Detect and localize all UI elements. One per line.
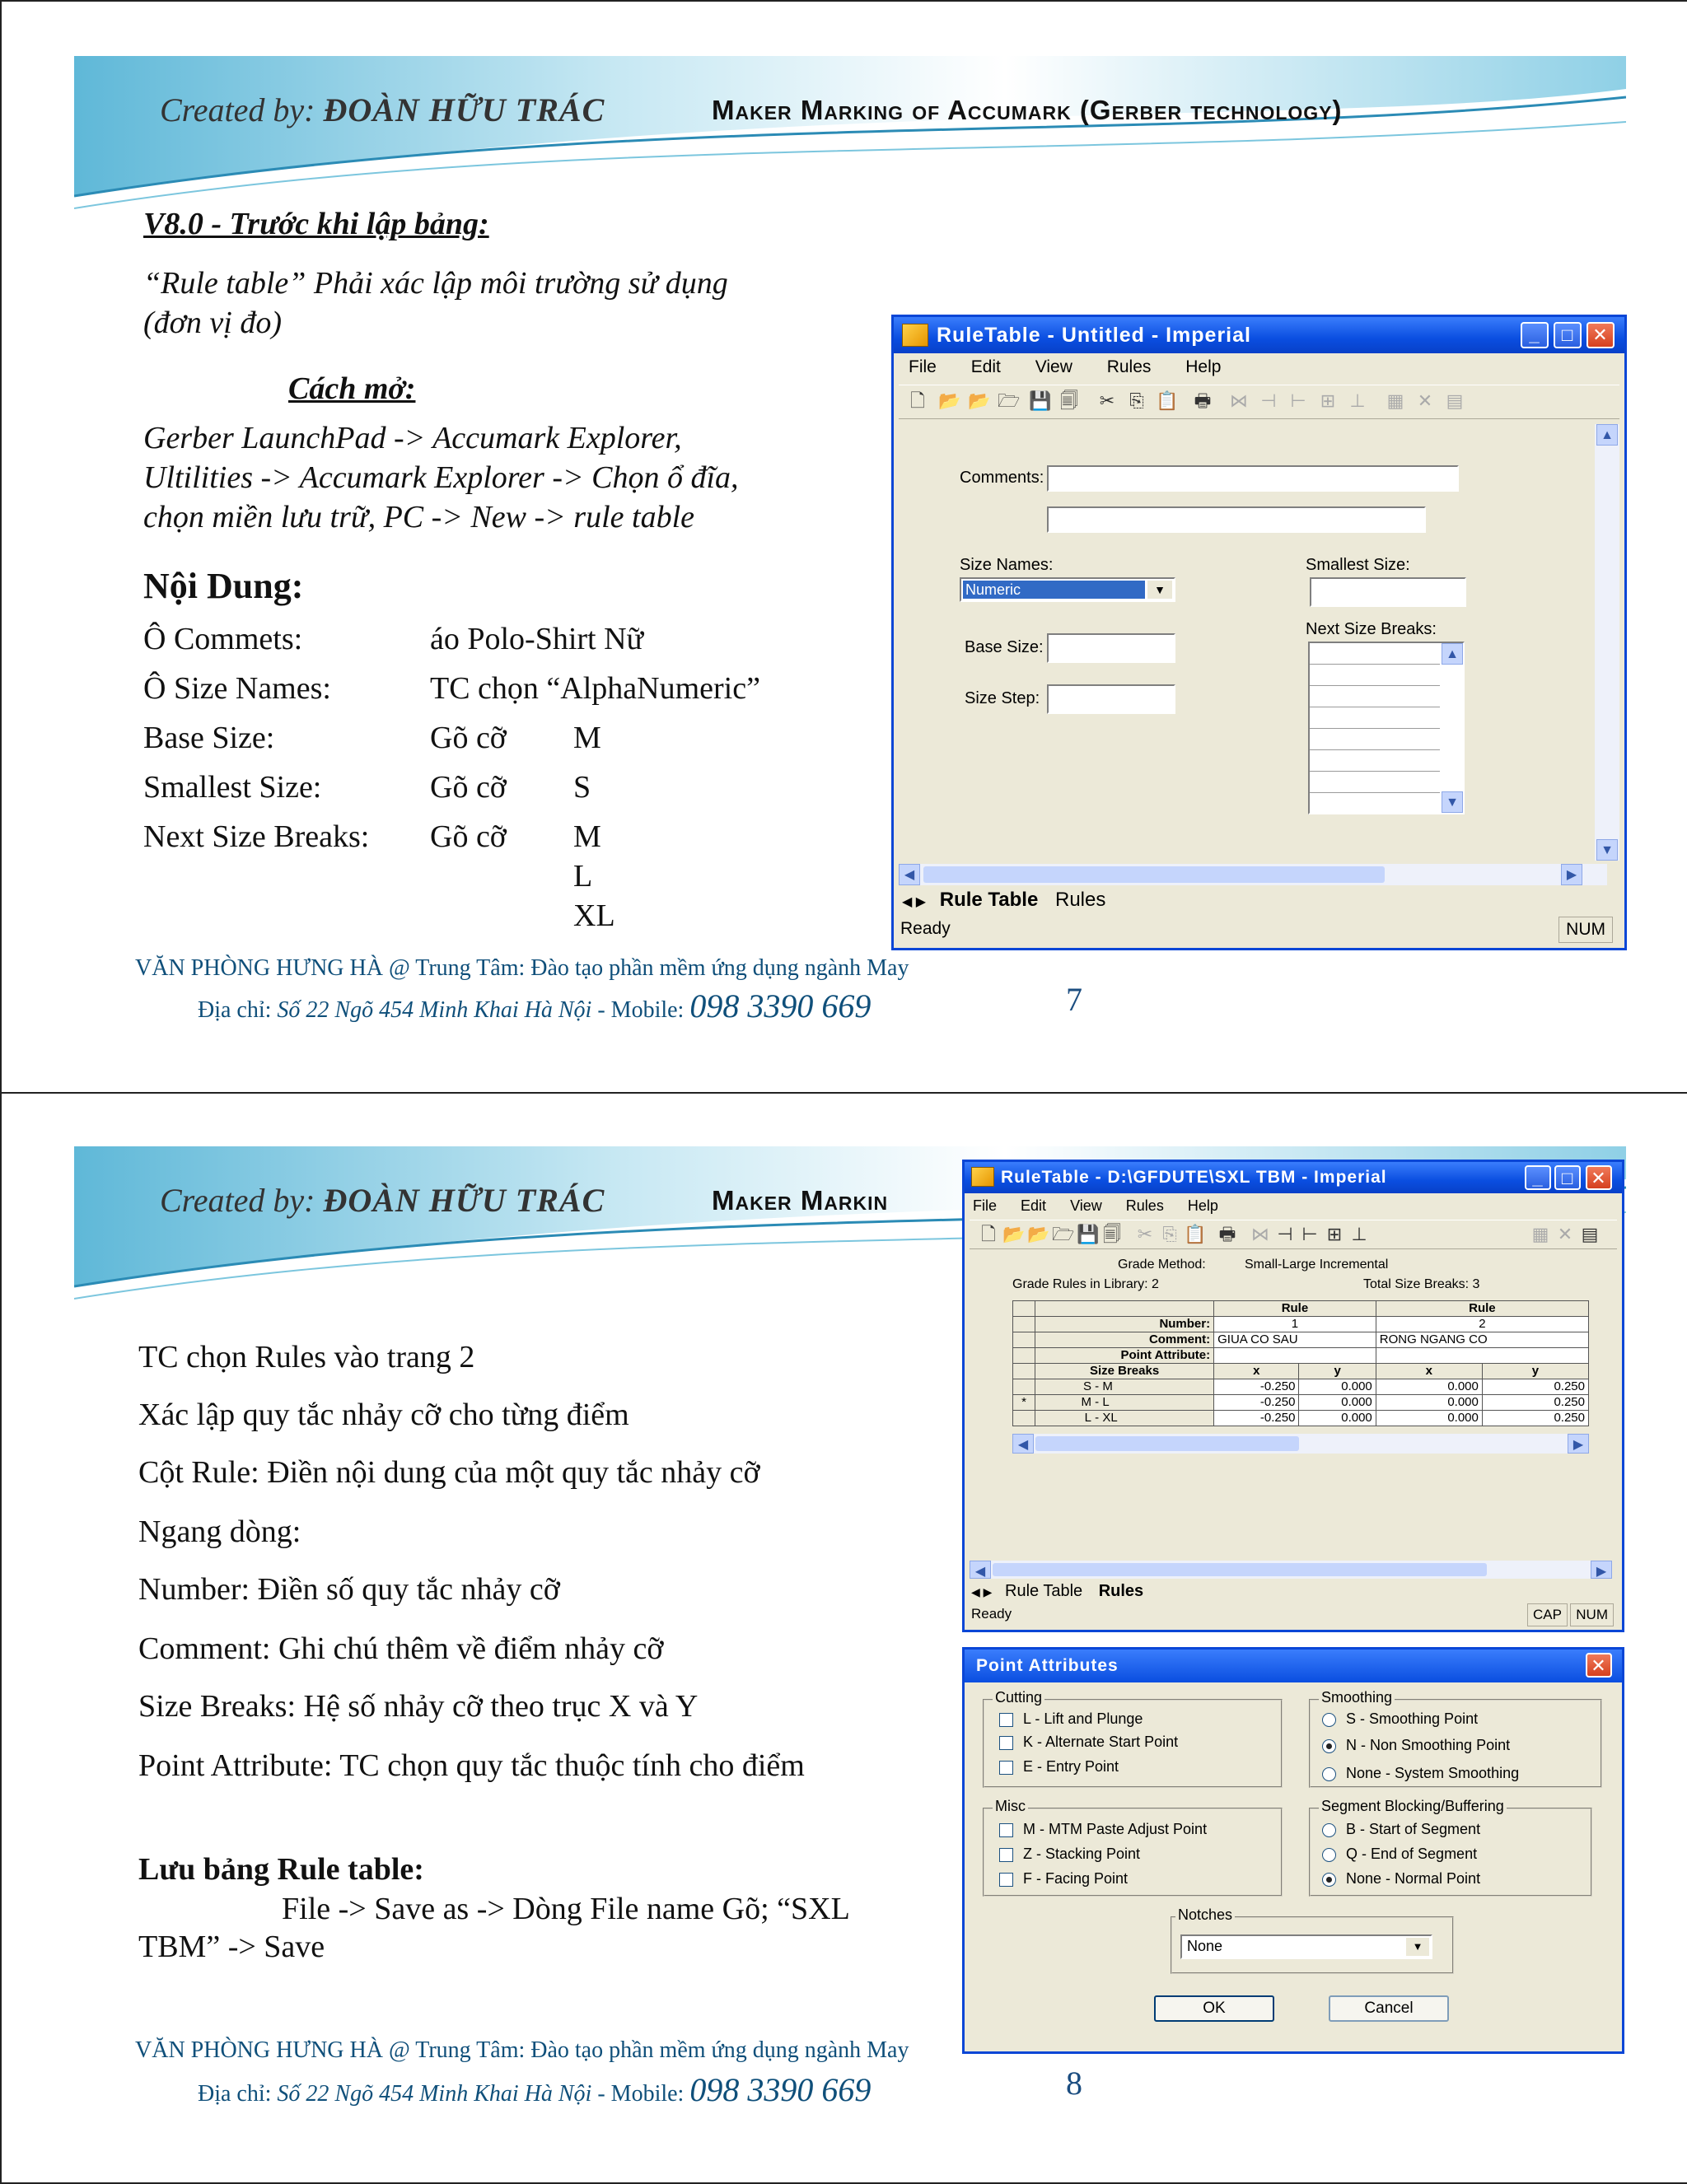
paste-icon[interactable]: 📋 [1156, 390, 1179, 411]
segment-label: Segment Blocking/Buffering [1319, 1798, 1507, 1815]
option-label: Q - End of Segment [1346, 1846, 1478, 1862]
append-icon[interactable]: ⊞ [1326, 1224, 1343, 1244]
menu-help[interactable]: Help [1187, 1197, 1218, 1214]
checkbox-icon[interactable] [999, 1848, 1013, 1862]
cutting-option[interactable] [999, 1758, 1119, 1776]
new-icon[interactable]: 🗋 [981, 1224, 996, 1244]
notches-select[interactable] [1180, 1934, 1432, 1959]
size-names-value: Numeric [963, 581, 1145, 599]
status-bar [965, 1603, 1622, 1625]
chevron-down-icon[interactable]: ▼ [1406, 1938, 1429, 1956]
footer-address [198, 2070, 871, 2109]
cap-indicator: CAP [1527, 1603, 1568, 1626]
table-icon[interactable]: ▤ [1581, 1224, 1599, 1244]
ok-button[interactable]: OK [1154, 1995, 1274, 2022]
row-label: Next Size Breaks: [143, 819, 370, 854]
table-icon[interactable]: ▤ [1446, 390, 1464, 411]
ruletable-window [891, 315, 1627, 950]
misc-option[interactable] [999, 1870, 1128, 1888]
open-line-1: Gerber LaunchPad -> Accumark Explorer, [143, 421, 682, 455]
next-size-breaks-label: Next Size Breaks: [1306, 620, 1437, 638]
table-row[interactable] [1013, 1395, 1589, 1411]
rule-2-comment[interactable]: RONG NGANG CO [1376, 1332, 1588, 1348]
scroll-right-icon[interactable]: ▶ [1561, 864, 1582, 885]
footer-address [198, 987, 871, 1025]
print-icon[interactable]: 🖶 [1194, 390, 1212, 411]
row-marker [1013, 1379, 1035, 1395]
row-marker [1013, 1411, 1035, 1426]
option-label: Z - Stacking Point [1023, 1846, 1141, 1862]
row-size: M [573, 721, 601, 755]
next-size-breaks-list[interactable] [1308, 642, 1465, 814]
segment-option[interactable] [1322, 1821, 1480, 1838]
comments-field-1[interactable] [1047, 465, 1459, 492]
mobile-label: - Mobile: [591, 2081, 690, 2107]
cutting-label: Cutting [993, 1689, 1044, 1706]
footer-office: VĂN PHÒNG HƯNG HÀ @ Trung Tâm: Đào tạo phần mềm ứng dụng ngành May [135, 955, 909, 981]
browse-icon[interactable]: 🗁 [998, 390, 1021, 411]
menu-view[interactable]: View [1070, 1197, 1102, 1214]
phone-number: 098 3390 669 [689, 987, 872, 1024]
break-to: L [1102, 1395, 1110, 1409]
author-name: ĐOÀN HỮU TRÁC [323, 91, 605, 128]
created-label: Created by: [160, 91, 315, 128]
instruction-line: Number: Điền số quy tắc nhảy cỡ [138, 1572, 560, 1607]
tab-rules[interactable]: Rules [1054, 889, 1106, 911]
app-icon [902, 324, 928, 347]
append-icon[interactable]: ⊞ [1320, 390, 1336, 411]
checkbox-icon[interactable] [999, 1713, 1013, 1727]
axis-y: y [1299, 1364, 1376, 1379]
base-size-field[interactable] [1047, 633, 1175, 663]
save-icon[interactable]: 💾 [1077, 1224, 1100, 1244]
smoothing-option[interactable] [1322, 1710, 1478, 1728]
tab-rule-table[interactable]: Rule Table [939, 889, 1039, 911]
save-line-1: File -> Save as -> Dòng File name Gõ; “SXL [282, 1892, 850, 1926]
instruction-line: Point Attribute: TC chọn quy tắc thuộc tính cho điểm [138, 1748, 805, 1783]
radio-icon[interactable] [1322, 1767, 1336, 1781]
copy-icon[interactable]: ⎘ [1162, 1224, 1177, 1244]
intro-line-2: (đơn vị đo) [143, 306, 283, 340]
intro-line-1: “Rule table” Phải xác lập môi trường sử dụng [143, 266, 728, 301]
axis-x: x [1214, 1364, 1299, 1379]
minimize-button[interactable]: _ [1525, 1165, 1551, 1190]
smoothing-option[interactable] [1322, 1765, 1519, 1782]
save-all-icon[interactable]: 🗐 [1103, 1224, 1121, 1244]
point-attributes-dialog [962, 1647, 1624, 2054]
grid-number-row [1013, 1317, 1589, 1332]
num-indicator: NUM [1570, 1603, 1614, 1626]
grid-header-row [1013, 1301, 1589, 1317]
grid-icon[interactable]: ▦ [1386, 390, 1404, 411]
open-icon[interactable]: 📂 [1002, 1224, 1026, 1244]
menu-help[interactable]: Help [1185, 357, 1222, 376]
browse-icon[interactable]: 🗁 [1052, 1224, 1075, 1244]
row-marker: * [1013, 1395, 1035, 1411]
menu-bar [965, 1193, 1622, 1218]
cut-icon[interactable]: ✂ [1099, 390, 1115, 411]
checkbox-icon[interactable] [999, 1761, 1013, 1775]
axis-x: x [1376, 1364, 1482, 1379]
menu-edit[interactable]: Edit [1021, 1197, 1047, 1214]
insert-right-icon[interactable]: ⊢ [1290, 390, 1306, 411]
radio-icon[interactable] [1322, 1848, 1336, 1862]
grade-method-label: Grade Method: [1118, 1258, 1206, 1272]
break-from: S [1082, 1379, 1091, 1393]
table-row[interactable] [1013, 1379, 1589, 1395]
row-value: Gõ cỡ [430, 721, 507, 755]
horizontal-scrollbar[interactable] [899, 864, 1607, 885]
misc-option[interactable] [999, 1821, 1207, 1838]
menu-edit[interactable]: Edit [970, 357, 1001, 376]
print-icon[interactable]: 🖶 [1218, 1224, 1236, 1244]
row-value: áo Polo-Shirt Nữ [430, 622, 644, 656]
slide-page-8 [0, 1092, 1687, 2184]
open-heading: Cách mở: [288, 371, 416, 406]
point-attribute-label: Point Attribute: [1035, 1348, 1214, 1364]
toolbar [970, 1220, 1617, 1249]
cell-value[interactable]: -0.250 [1214, 1379, 1299, 1395]
size-step-label: Size Step: [965, 689, 1040, 707]
notches-group [1171, 1906, 1454, 1974]
copy-icon[interactable]: ⎘ [1129, 390, 1144, 411]
chevron-down-icon[interactable]: ▼ [1147, 581, 1172, 599]
instruction-line: TC chọn Rules vào trang 2 [138, 1340, 475, 1374]
smoothing-group [1309, 1689, 1602, 1788]
horizontal-scrollbar[interactable] [970, 1561, 1612, 1579]
option-label: N - Non Smoothing Point [1346, 1737, 1511, 1753]
instruction-line: Cột Rule: Điền nội dung của một quy tắc nhảy cỡ [138, 1455, 760, 1490]
comment-label: Comment: [1035, 1332, 1214, 1348]
row-label: Base Size: [143, 721, 275, 755]
insert-below-icon[interactable]: ⊥ [1349, 390, 1366, 411]
num-indicator: NUM [1558, 917, 1613, 943]
insert-right-icon[interactable]: ⊢ [1301, 1224, 1318, 1244]
row-value: Gõ cỡ [430, 819, 507, 854]
rule-1-point-attr[interactable] [1214, 1348, 1376, 1364]
sheet-tabs [902, 889, 1105, 912]
cell-value[interactable]: -0.250 [1214, 1411, 1299, 1426]
scroll-down-icon[interactable]: ▼ [1596, 839, 1618, 861]
cut-icon[interactable]: ✂ [1137, 1224, 1153, 1244]
page-number: 7 [1066, 981, 1082, 1018]
segment-group [1309, 1798, 1592, 1897]
window-title: RuleTable - D:\GFDUTE\SXL TBM - Imperial [1001, 1168, 1387, 1187]
cancel-button[interactable]: Cancel [1329, 1995, 1449, 2022]
created-by [160, 91, 605, 129]
vertical-scrollbar[interactable] [1595, 424, 1619, 861]
cell-value[interactable]: -0.250 [1214, 1395, 1299, 1411]
menu-rules[interactable]: Rules [1125, 1197, 1164, 1214]
address-label: Địa chỉ: [198, 997, 278, 1023]
maximize-button[interactable]: □ [1554, 322, 1582, 348]
window-title-bar[interactable] [965, 1162, 1622, 1193]
insert-left-icon[interactable]: ⊣ [1260, 390, 1277, 411]
row-label: Ô Commets: [143, 622, 303, 656]
open-line-3: chọn miền lưu trữ, PC -> New -> rule table [143, 500, 694, 534]
menu-rules[interactable]: Rules [1106, 357, 1152, 376]
cell-value[interactable]: 0.000 [1299, 1379, 1376, 1395]
cell-value[interactable]: 0.000 [1299, 1411, 1376, 1426]
segment-option[interactable] [1322, 1870, 1480, 1888]
base-size-label: Base Size: [965, 638, 1044, 656]
comments-field-2[interactable] [1047, 506, 1426, 533]
row-label: Ô Size Names: [143, 671, 331, 706]
cell-value[interactable]: 0.000 [1376, 1379, 1482, 1395]
menu-view[interactable]: View [1035, 357, 1072, 376]
radio-icon[interactable] [1322, 1713, 1336, 1727]
scroll-thumb[interactable] [1035, 1436, 1299, 1451]
toolbar [899, 385, 1619, 419]
size-break: S - M [1035, 1379, 1214, 1395]
notches-label: Notches [1175, 1906, 1235, 1924]
break-to: XL [1102, 1411, 1118, 1425]
misc-group [983, 1798, 1283, 1897]
course-title: Maker Markin [712, 1185, 889, 1216]
scroll-left-icon[interactable]: ◀ [970, 1561, 991, 1579]
cell-value[interactable]: 0.000 [1376, 1411, 1482, 1426]
header-banner [74, 56, 1626, 212]
open-folder-icon[interactable]: 📂 [1027, 1224, 1050, 1244]
instruction-line: Comment: Ghi chú thêm về điểm nhảy cỡ [138, 1631, 664, 1666]
option-label: None - Normal Point [1346, 1870, 1481, 1887]
extra-size-xl: XL [573, 898, 615, 933]
paste-icon[interactable]: 📋 [1184, 1224, 1207, 1244]
row-value: TC chọn “AlphaNumeric” [430, 671, 760, 706]
rule-1-comment[interactable]: GIUA CO SAU [1214, 1332, 1376, 1348]
grade-rules-count: Grade Rules in Library: 2 [1012, 1277, 1159, 1291]
option-label: B - Start of Segment [1346, 1821, 1481, 1837]
address-label: Địa chỉ: [198, 2081, 278, 2107]
cell-value[interactable]: 0.250 [1482, 1379, 1588, 1395]
table-row[interactable] [1013, 1411, 1589, 1426]
cutting-option[interactable] [999, 1734, 1178, 1751]
address-text: Số 22 Ngõ 454 Minh Khai Hà Nội [277, 997, 592, 1023]
row-value: Gõ cỡ [430, 770, 507, 805]
rule-grid[interactable] [1012, 1300, 1589, 1426]
rule-2-number[interactable]: 2 [1376, 1317, 1588, 1332]
menu-bar [894, 353, 1624, 381]
sheet-tabs [971, 1582, 1143, 1601]
size-break: M - L [1035, 1395, 1214, 1411]
tab-rule-table[interactable]: Rule Table [1005, 1582, 1083, 1600]
total-size-breaks: Total Size Breaks: 3 [1363, 1277, 1480, 1291]
instruction-line: Ngang dòng: [138, 1514, 301, 1549]
window-title-bar[interactable] [894, 317, 1624, 353]
tab-nav-icon[interactable]: ◀ ▶ [971, 1585, 993, 1598]
instruction-line: Size Breaks: Hệ số nhảy cỡ theo trục X và Y [138, 1689, 699, 1724]
delete-icon[interactable]: ✕ [1417, 390, 1433, 411]
open-line-2: Ultilities -> Accumark Explorer -> Chọn ổ đĩa, [143, 460, 739, 495]
save-icon[interactable]: 💾 [1029, 390, 1052, 411]
created-by [160, 1181, 605, 1220]
created-label: Created by: [160, 1182, 315, 1219]
checkbox-icon[interactable] [999, 1823, 1013, 1837]
close-button[interactable]: ✕ [1587, 322, 1615, 348]
instruction-line: Xác lập quy tắc nhảy cỡ cho từng điểm [138, 1398, 629, 1432]
option-label: None - System Smoothing [1346, 1765, 1520, 1781]
window-title: RuleTable - Untitled - Imperial [937, 324, 1251, 347]
smallest-size-label: Smallest Size: [1306, 556, 1410, 574]
dialog-title-bar[interactable] [965, 1650, 1622, 1682]
open-icon[interactable]: 📂 [938, 390, 961, 411]
footer-office: VĂN PHÒNG HƯNG HÀ @ Trung Tâm: Đào tạo phần mềm ứng dụng ngành May [135, 2037, 909, 2063]
rule-tool-icon[interactable]: ⋈ [1230, 390, 1248, 411]
address-text: Số 22 Ngõ 454 Minh Khai Hà Nội [277, 2081, 592, 2107]
tab-rules[interactable]: Rules [1098, 1582, 1144, 1600]
checkbox-icon[interactable] [999, 1736, 1013, 1750]
row-size: S [573, 770, 591, 805]
misc-option[interactable] [999, 1846, 1140, 1863]
rule-2-header[interactable]: Rule [1376, 1301, 1588, 1317]
app-icon [971, 1167, 994, 1187]
smoothing-option[interactable] [1322, 1737, 1510, 1754]
scroll-right-icon[interactable]: ▶ [1591, 1561, 1612, 1579]
axis-y: y [1482, 1364, 1588, 1379]
cell-value[interactable]: 0.250 [1482, 1395, 1588, 1411]
new-icon[interactable]: 🗋 [910, 390, 925, 411]
chevron-up-icon[interactable]: ▲ [1442, 643, 1463, 665]
grid-comment-row [1013, 1332, 1589, 1348]
scroll-thumb[interactable] [993, 1563, 1487, 1576]
insert-below-icon[interactable]: ⊥ [1351, 1224, 1367, 1244]
grid-point-attr-row [1013, 1348, 1589, 1364]
extra-size-l: L [573, 859, 593, 894]
radio-icon[interactable] [1322, 1823, 1336, 1837]
content-heading: Nội Dung: [143, 566, 304, 606]
cell-value[interactable]: 0.000 [1376, 1395, 1482, 1411]
close-button[interactable]: ✕ [1586, 1653, 1612, 1678]
scroll-left-icon[interactable]: ◀ [899, 864, 920, 885]
size-names-select[interactable] [960, 577, 1175, 602]
status-bar [894, 917, 1624, 941]
dialog-title: Point Attributes [976, 1656, 1119, 1675]
cutting-group [983, 1689, 1283, 1788]
grid-axis-row [1013, 1364, 1589, 1379]
scroll-left-icon[interactable]: ◀ [1012, 1434, 1034, 1454]
author-name: ĐOÀN HỮU TRÁC [323, 1182, 605, 1219]
close-button[interactable]: ✕ [1586, 1165, 1612, 1190]
break-to: M [1102, 1379, 1113, 1393]
rule-1-number[interactable]: 1 [1214, 1317, 1376, 1332]
ruletable-window [962, 1160, 1624, 1632]
status-text: Ready [900, 919, 951, 938]
smallest-size-field[interactable] [1310, 577, 1466, 607]
save-heading: Lưu bảng Rule table: [138, 1852, 424, 1887]
scroll-thumb[interactable] [923, 866, 1385, 883]
misc-label: Misc [993, 1798, 1028, 1815]
cell-value[interactable]: 0.250 [1482, 1411, 1588, 1426]
radio-selected-icon[interactable] [1322, 1873, 1336, 1887]
phone-number: 098 3390 669 [689, 2071, 872, 2108]
size-breaks-label: Size Breaks [1035, 1364, 1214, 1379]
row-label: Smallest Size: [143, 770, 322, 805]
scroll-right-icon[interactable]: ▶ [1568, 1434, 1589, 1454]
tab-nav-icon[interactable]: ◀ ▶ [902, 895, 927, 909]
option-label: E - Entry Point [1023, 1758, 1119, 1775]
rule-2-point-attr[interactable] [1376, 1348, 1588, 1364]
save-all-icon[interactable]: 🗐 [1060, 390, 1078, 411]
notches-value: None [1187, 1938, 1223, 1954]
comments-label: Comments: [960, 469, 1044, 487]
maximize-button[interactable]: □ [1554, 1165, 1581, 1190]
option-label: S - Smoothing Point [1346, 1710, 1479, 1727]
insert-left-icon[interactable]: ⊣ [1277, 1224, 1293, 1244]
page-number: 8 [1066, 2065, 1082, 2102]
grid-horizontal-scrollbar[interactable] [1012, 1434, 1589, 1454]
scroll-up-icon[interactable]: ▲ [1596, 424, 1618, 446]
size-break: L - XL [1035, 1411, 1214, 1426]
menu-file[interactable]: File [909, 357, 937, 376]
save-line-2: TBM” -> Save [138, 1930, 325, 1964]
option-label: K - Alternate Start Point [1023, 1734, 1179, 1750]
size-breaks-rows [1310, 643, 1440, 813]
break-from: L [1084, 1411, 1091, 1425]
option-label: L - Lift and Plunge [1023, 1710, 1143, 1727]
minimize-button[interactable]: _ [1521, 322, 1549, 348]
delete-icon[interactable]: ✕ [1557, 1224, 1573, 1244]
row-size: M [573, 819, 601, 854]
grid-icon[interactable]: ▦ [1531, 1224, 1549, 1244]
rule-tool-icon[interactable]: ⋈ [1251, 1224, 1269, 1244]
chevron-down-icon[interactable]: ▼ [1442, 791, 1463, 813]
open-folder-icon[interactable]: 📂 [968, 390, 991, 411]
smoothing-label: Smoothing [1319, 1689, 1395, 1706]
cell-value[interactable]: 0.000 [1299, 1395, 1376, 1411]
mobile-label: - Mobile: [591, 997, 690, 1023]
checkbox-icon[interactable] [999, 1873, 1013, 1887]
break-from: M [1081, 1395, 1091, 1409]
menu-file[interactable]: File [973, 1197, 998, 1214]
segment-option[interactable] [1322, 1846, 1477, 1863]
status-text: Ready [971, 1606, 1012, 1622]
course-title: Maker Marking of Accumark (Gerber technology) [712, 95, 1343, 125]
option-label: M - MTM Paste Adjust Point [1023, 1821, 1208, 1837]
grade-method-value: Small-Large Incremental [1245, 1258, 1389, 1272]
radio-selected-icon[interactable] [1322, 1739, 1336, 1753]
number-label: Number: [1035, 1317, 1214, 1332]
size-step-field[interactable] [1047, 684, 1175, 714]
size-names-label: Size Names: [960, 556, 1054, 574]
rule-1-header[interactable]: Rule [1214, 1301, 1376, 1317]
version-heading: V8.0 - Trước khi lập bảng: [143, 207, 489, 241]
option-label: F - Facing Point [1023, 1870, 1129, 1887]
cutting-option[interactable] [999, 1710, 1143, 1728]
